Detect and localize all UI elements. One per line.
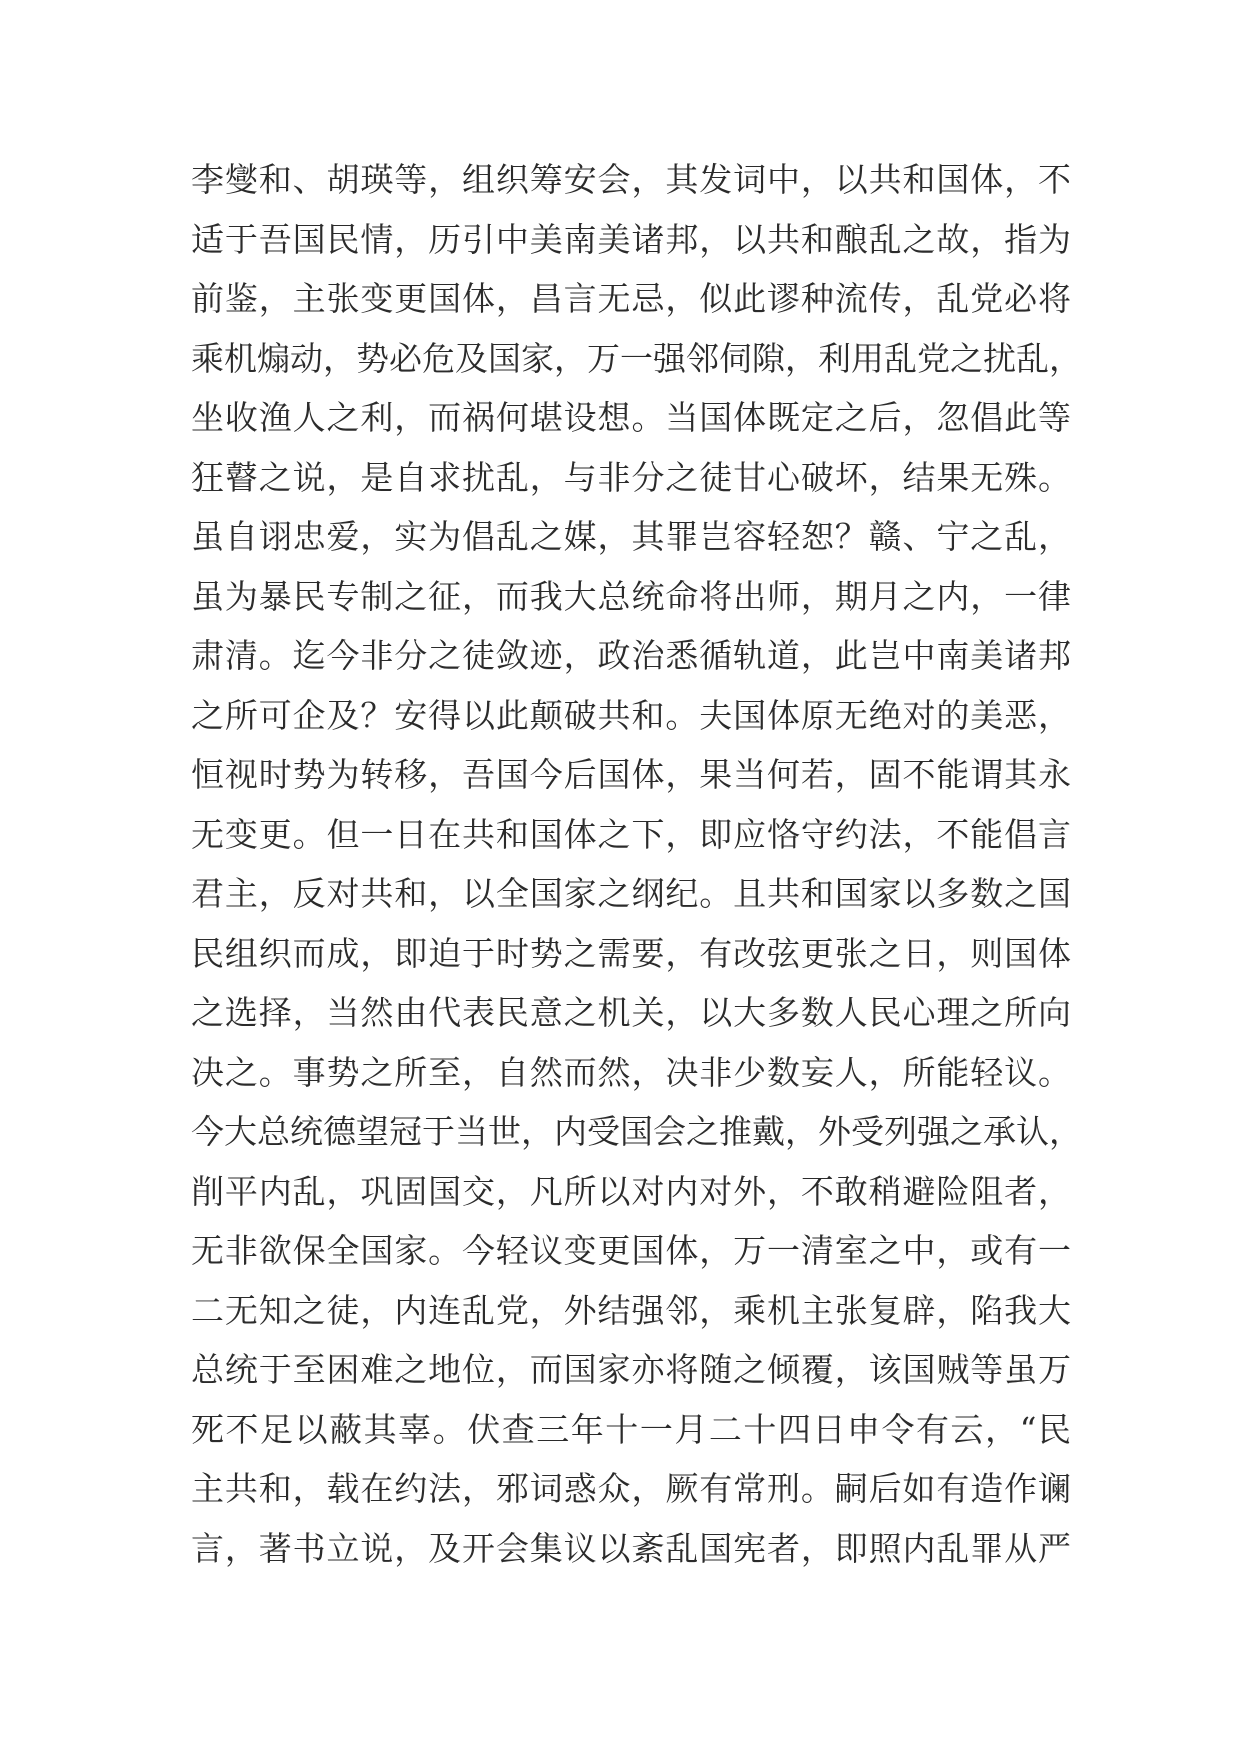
text-line: 适于吾国民情，历引中美南美诸邦，以共和酿乱之故，指为	[191, 219, 1071, 259]
text-line: 之所可企及？安得以此颠破共和。夫国体原无绝对的美恶，	[191, 695, 1071, 735]
text-line: 前鉴，主张变更国体，昌言无忌，似此谬种流传，乱党必将	[191, 279, 1071, 318]
body-text	[191, 150, 1082, 1578]
text-line: 二无知之徒，内连乱党，外结强邻，乘机主张复辟，陷我大	[191, 1290, 1071, 1330]
text-line: 之选择，当然由代表民意之机关，以大多数人民心理之所向	[191, 993, 1071, 1032]
text-line: 削平内乱，巩固国交，凡所以对内对外，不敢稍避险阻者，	[191, 1171, 1071, 1211]
text-line: 主共和，载在约法，邪词惑众，厥有常刑。嗣后如有造作谰	[191, 1469, 1071, 1508]
text-line: 乘机煽动，势必危及国家，万一强邻伺隙，利用乱党之扰乱，	[191, 338, 1082, 378]
text-line: 言，著书立说，及开会集议以紊乱国宪者，即照内乱罪从严	[191, 1528, 1071, 1568]
text-line: 坐收渔人之利，而祸何堪设想。当国体既定之后，忽倡此等	[191, 398, 1071, 437]
text-line: 无变更。但一日在共和国体之下，即应恪守约法，不能倡言	[191, 814, 1071, 854]
text-line: 死不足以蔽其辜。伏查三年十一月二十四日申令有云，“民	[191, 1409, 1071, 1449]
text-line: 虽自诩忠爱，实为倡乱之媒，其罪岂容轻恕？赣、宁之乱，	[191, 517, 1071, 556]
text-line: 无非欲保全国家。今轻议变更国体，万一清室之中，或有一	[191, 1231, 1071, 1270]
text-line: 君主，反对共和，以全国家之纲纪。且共和国家以多数之国	[191, 874, 1071, 913]
text-line: 总统于至困难之地位，而国家亦将随之倾覆，该国贼等虽万	[191, 1350, 1071, 1389]
text-line: 决之。事势之所至，自然而然，决非少数妄人，所能轻议。	[191, 1052, 1071, 1092]
text-line: 李燮和、胡瑛等，组织筹安会，其发词中，以共和国体，不	[191, 160, 1071, 199]
text-line: 狂瞽之说，是自求扰乱，与非分之徒甘心破坏，结果无殊。	[191, 457, 1071, 497]
text-line: 虽为暴民专制之征，而我大总统命将出师，期月之内，一律	[191, 576, 1071, 616]
text-line: 今大总统德望冠于当世，内受国会之推戴，外受列强之承认，	[191, 1112, 1082, 1151]
text-line: 民组织而成，即迫于时势之需要，有改弦更张之日，则国体	[191, 933, 1071, 973]
text-line: 恒视时势为转移，吾国今后国体，果当何若，固不能谓其永	[191, 755, 1071, 794]
text-line: 肃清。迄今非分之徒敛迹，政治悉循轨道，此岂中南美诸邦	[191, 636, 1071, 675]
